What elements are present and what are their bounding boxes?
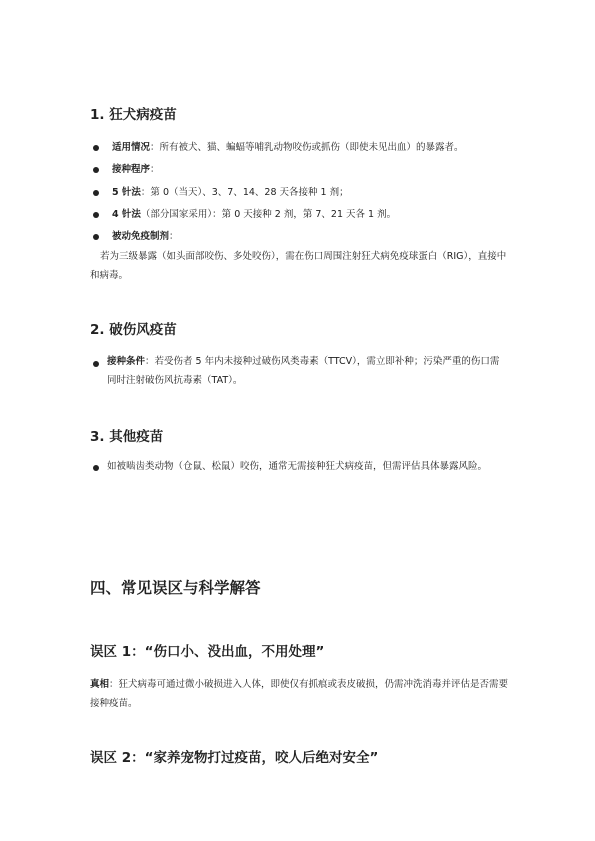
bullet-icon [93, 145, 99, 151]
item-key: 被动免疫制剂 [112, 231, 170, 242]
section-3-title: 3. 其他疫苗 [90, 429, 164, 445]
section-4-title: 四、常见误区与科学解答 [90, 579, 261, 597]
bullet-icon [93, 212, 99, 218]
bullet-icon [93, 234, 99, 240]
item-key: 接种程序 [112, 164, 151, 175]
item-text: 如被啮齿类动物（仓鼠、松鼠）咬伤，通常无需接种狂犬病疫苗，但需评估具体暴露风险。 [107, 461, 488, 472]
item-text: （部分国家采用）：第 0 天接种 2 剂，第 7、21 天各 1 剂。 [140, 209, 397, 220]
list-item [112, 142, 464, 154]
item-text: ：第 0（当天）、3、7、14、28 天各接种 1 剂； [140, 187, 349, 198]
item-text: ： [169, 231, 179, 242]
section-1-title: 1. 狂犬病疫苗 [90, 107, 177, 123]
list-item [112, 209, 396, 221]
item-key: 5 针法 [112, 187, 141, 198]
list-item [107, 352, 507, 390]
bullet-icon [93, 190, 99, 196]
item-text: ：若受伤者 5 年内未接种过破伤风类毒素（TTCV），需立即补种；污染严重的伤口需同时注射破伤风抗毒素（TAT）。 [107, 356, 500, 386]
bullet-icon [93, 167, 99, 173]
truth-key: 真相 [90, 679, 110, 690]
list-item [112, 164, 160, 176]
truth-paragraph [90, 675, 510, 713]
item-key: 接种条件 [107, 356, 146, 367]
item-text: ： [150, 164, 160, 175]
myth-1-title: 误区 1：“伤口小、没出血，不用处理” [90, 644, 325, 660]
item-text: ：所有被犬、猫、蝙蝠等哺乳动物咬伤或抓伤（即使未见出血）的暴露者。 [150, 142, 464, 153]
paragraph: 若为三级暴露（如头面部咬伤、多处咬伤），需在伤口周围注射狂犬病免疫球蛋白（RIG），直接中和病毒。 [90, 251, 507, 281]
list-item [107, 457, 507, 476]
bullet-icon [93, 361, 99, 367]
myth-2-title: 误区 2：“家养宠物打过疫苗，咬人后绝对安全” [90, 750, 379, 766]
bullet-icon [93, 465, 99, 471]
list-item [112, 187, 349, 199]
item-key: 适用情况 [112, 142, 151, 153]
section-2-title: 2. 破伤风疫苗 [90, 322, 177, 338]
truth-text: ：狂犬病毒可通过微小破损进入人体，即使仅有抓痕或表皮破损，仍需冲洗消毒并评估是否需要接种疫苗。 [90, 679, 509, 709]
list-item [112, 231, 179, 243]
item-key: 4 针法 [112, 209, 141, 220]
